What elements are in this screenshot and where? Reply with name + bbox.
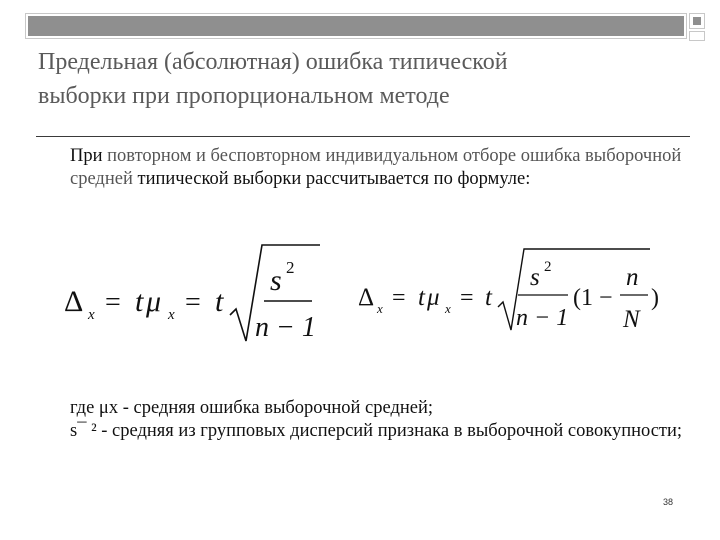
f1-num-s: s [270, 264, 282, 297]
header-bar-fill [28, 16, 684, 36]
f2-sub-x: x [377, 301, 383, 316]
definition-s2: s¯ ² - средняя из групповых дисперсий признака в выборочной совокупности; [70, 421, 683, 441]
f2-num-sup: 2 [544, 259, 552, 275]
f1-delta: Δ [64, 285, 84, 318]
f1-t: t [135, 285, 144, 318]
intro-text-1: При [70, 146, 108, 166]
f2-eq: = [392, 285, 406, 311]
f1-mu: μ [146, 285, 162, 318]
definitions [70, 397, 690, 443]
page-number: 38 [663, 497, 674, 507]
formula-nonrepeated-sampling [358, 249, 659, 333]
formula-area [50, 235, 690, 350]
f2-paren-open: (1 − [573, 285, 613, 311]
f1-num-sup: 2 [286, 258, 295, 277]
f2-num-s: s [530, 264, 540, 291]
intro-paragraph [70, 145, 690, 191]
f2-mu: μ [427, 284, 440, 311]
intro-highlight: повторном и бесповторном индивидуальном отборе ошибка выборочной средней [70, 146, 682, 189]
f1-sub-x: x [88, 307, 95, 323]
corner-square-fill [693, 17, 701, 25]
f1-t2: t [215, 285, 224, 318]
corner-square-decoration-lower [689, 31, 705, 41]
formula-repeated-sampling [64, 245, 320, 343]
slide-title-line-1: Предельная (абсолютная) ошибка типической [38, 49, 508, 75]
f2-den: n − 1 [516, 305, 569, 331]
f2-delta: Δ [358, 284, 375, 311]
f1-den: n − 1 [255, 312, 316, 343]
intro-text-2: типической выборки рассчитывается по формуле: [132, 169, 531, 189]
f2-eq2: = [460, 285, 474, 311]
slide-title [38, 45, 678, 113]
corner-square-decoration [689, 13, 705, 29]
f2-paren-close: ) [651, 285, 659, 311]
f2-mu-sub: x [445, 301, 451, 316]
f2-t2: t [485, 284, 492, 311]
f1-eq: = [105, 287, 121, 318]
f2-t: t [418, 284, 425, 311]
header-bar [25, 13, 687, 39]
definition-mu: где μx - средняя ошибка выборочной средней; [70, 398, 434, 418]
f2-ratio-N: N [623, 306, 640, 333]
f1-mu-sub: x [168, 307, 175, 323]
f2-ratio-n: n [626, 264, 639, 291]
formulas-svg [50, 235, 690, 350]
title-divider [36, 136, 690, 137]
slide-title-line-2: выборки при пропорциональном методе [38, 83, 450, 109]
f1-eq2: = [185, 287, 201, 318]
